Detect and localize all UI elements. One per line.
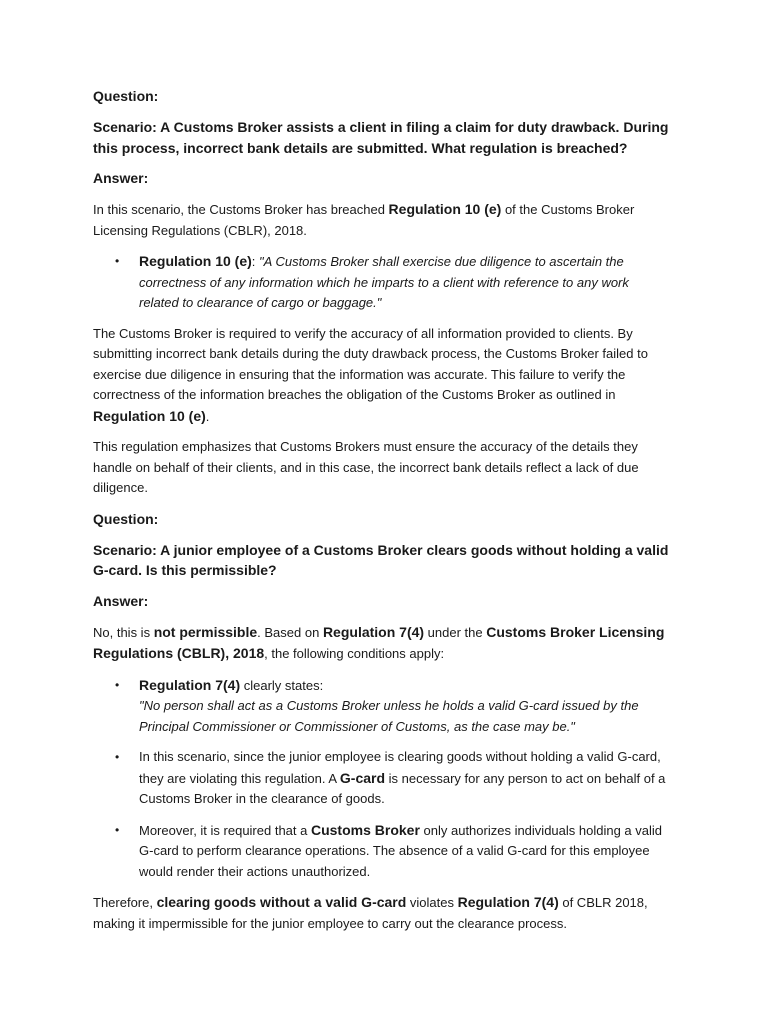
answer-1-intro-rest: of the Customs Broker Licensing Regulations (CBLR), 2018. <box>93 202 635 238</box>
bullet-colon: : <box>251 254 260 269</box>
question-2-scenario: Scenario: A junior employee of a Customs Broker clears goods without holding a valid G-card. Is this permissible? <box>93 541 669 578</box>
question-1-scenario: Scenario: A Customs Broker assists a client in filing a claim for duty drawback. During this process, incorrect bank details are submitted. What regulation is breached? <box>93 119 669 156</box>
intro-cblr: Customs Broker Licensing Regulations (CBLR), 2018 <box>93 623 665 661</box>
answer-1-intro-text: In this scenario, the Customs Broker has breached <box>93 202 389 217</box>
answer-2-label: Answer: <box>93 592 149 609</box>
intro-text-e: under the <box>424 624 487 640</box>
intro-text-c: . Based on <box>257 624 323 640</box>
intro-text-g: , the following conditions apply: <box>264 646 445 661</box>
paragraph-regulation: Regulation 10 (e) <box>93 407 206 424</box>
answer-2-bullet-list <box>93 675 672 883</box>
answer-1-bullet <box>93 251 672 314</box>
answer-2-bullet-3 <box>93 820 672 883</box>
regulation-quote: "No person shall act as a Customs Broker unless he holds a valid G-card issued by the Principal Commissioner or Commissioner of Customs, as the case may be." <box>139 698 639 734</box>
intro-regulation: Regulation 7(4) <box>322 623 425 640</box>
bullet-g-card: G-card <box>339 769 386 786</box>
bullet-icon: • <box>115 254 120 268</box>
bullet-icon: • <box>115 677 120 692</box>
answer-1-intro <box>93 199 672 241</box>
intro-text-a: No, this is <box>93 624 154 640</box>
conclusion-regulation: Regulation 7(4) <box>457 894 559 910</box>
bullet-icon: • <box>115 750 120 764</box>
conclusion-text-c: violates <box>406 895 458 910</box>
intro-not-permissible: not permissible <box>153 623 258 640</box>
paragraph-end: . <box>205 408 210 424</box>
conclusion-bold-phrase: clearing goods without a valid G-card <box>156 894 407 910</box>
conclusion-text-e: of CBLR 2018, making it impermissible for the junior employee to carry out the clearance process. <box>93 895 648 931</box>
answer-1-intro-regulation: Regulation 10 (e) <box>388 201 502 217</box>
answer-1-bullet-list <box>93 251 672 314</box>
conclusion-text-a: Therefore, <box>93 895 157 910</box>
answer-2-bullet-2 <box>93 747 672 810</box>
bullet-text: Moreover, it is required that a <box>139 822 311 838</box>
answer-1-label: Answer: <box>93 170 149 186</box>
regulation-quote: "A Customs Broker shall exercise due diligence to ascertain the correctness of any information which he imparts to a client with reference to any work related to clearance of cargo or baggage." <box>139 254 629 310</box>
question-2-label: Question: <box>93 510 159 527</box>
bullet-regulation: Regulation 7(4) <box>139 676 241 693</box>
bullet-text: In this scenario, since the junior employee is clearing goods without holding a valid G-card, they are violating this regulation. A <box>139 749 661 786</box>
answer-2-conclusion <box>93 892 672 934</box>
bullet-text-rest: only authorizes individuals holding a valid G-card to perform clearance operations. The absence of a valid G-card for this employee would render their actions unauthorized. <box>139 822 662 879</box>
bullet-icon: • <box>115 822 120 837</box>
bullet-text-rest: is necessary for any person to act on behalf of a Customs Broker in the clearance of goods. <box>139 770 666 806</box>
answer-1-paragraph-2: This regulation emphasizes that Customs Brokers must ensure the accuracy of the details they handle on behalf of their clients, and in this case, the incorrect bank details reflect a lack of due diligence. <box>93 439 639 495</box>
answer-1-paragraph-1 <box>93 324 672 428</box>
bullet-regulation: Regulation 10 (e) <box>139 253 252 269</box>
answer-2-bullet-1 <box>93 675 672 738</box>
question-1-label: Question: <box>93 88 159 104</box>
paragraph-text: The Customs Broker is required to verify the accuracy of all information provided to clients. By submitting incorrect bank details during the duty drawback process, the Customs Broker failed to exercise due diligence in ensuring that the information was accurate. This failure to verify the correctness of the information breaches the obligation of the Customs Broker as outlined in <box>93 325 648 402</box>
answer-2-intro <box>93 622 672 665</box>
bullet-text: clearly states: <box>240 677 324 693</box>
bullet-customs-broker: Customs Broker <box>310 821 420 838</box>
